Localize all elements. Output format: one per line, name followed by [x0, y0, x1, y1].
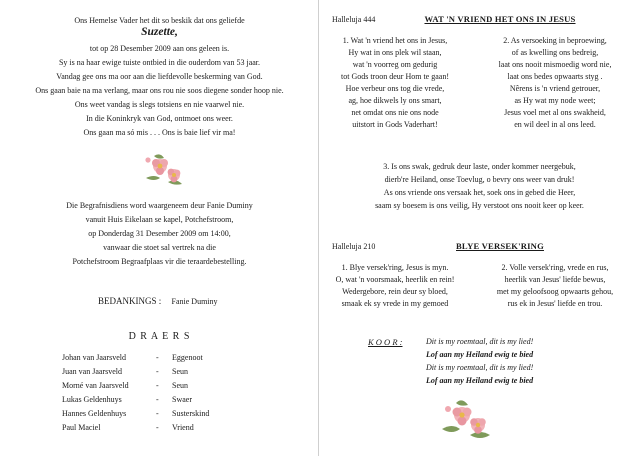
verse-line: heerlik van Jesus' liefde bewus,	[504, 275, 606, 284]
verse-line: laat ons nooit mismoedig word nie,	[498, 60, 612, 69]
bearer-row	[62, 393, 209, 407]
choir-label: K O O R :	[368, 337, 403, 347]
verse-line: of as kwelling ons bedreig,	[511, 48, 599, 57]
bearer-relation: Seun	[172, 367, 188, 376]
verse-line: saam sy boesem is ons veilig, Hy verstoot ons nooit keer op keer.	[375, 201, 584, 210]
verse-line: smaak ek sy vrede in my gemoed	[341, 299, 449, 308]
bearer-name: Lukas Geldenhuys	[62, 395, 122, 404]
bearer-name: Morné van Jaarsveld	[62, 381, 129, 390]
intro-line: Ons Hemelse Vader het dit so beskik dat ons geliefde	[74, 16, 245, 25]
rose-flower-icon	[140, 148, 188, 190]
bearer-name: Paul Maciel	[62, 423, 101, 432]
verse-line: 1. Wat 'n vriend het ons in Jesus,	[342, 36, 448, 45]
verse-line: dierb're Heiland, onse Toevlug, o bevry ons weer van druk!	[384, 175, 575, 184]
bearer-dash: -	[156, 423, 159, 432]
verse-line: net omdat ons nie ons node	[351, 108, 439, 117]
bearer-name: Johan van Jaarsveld	[62, 353, 126, 362]
bearer-name: Hannes Geldenhuys	[62, 409, 127, 418]
bearer-dash: -	[156, 381, 159, 390]
hymn1-number: Halleluja 444	[332, 15, 376, 24]
bearer-dash: -	[156, 367, 159, 376]
bearer-row	[62, 365, 209, 379]
bearer-dash: -	[156, 409, 159, 418]
service-line: op Donderdag 31 Desember 2009 om 14:00,	[88, 229, 231, 238]
verse-line: rus ek in Jesus' liefde en trou.	[507, 299, 603, 308]
death-line: Ons gaan baie na ma verlang, maar ons rou nie soos diegene sonder hoop nie.	[35, 86, 284, 95]
bearers-table	[62, 351, 209, 435]
bearer-relation: Susterskind	[172, 409, 210, 418]
bearer-relation: Vriend	[172, 423, 194, 432]
hymn2-number: Halleluja 210	[332, 242, 376, 251]
death-line: In die Koninkryk van God, ontmoet ons weer.	[86, 114, 233, 123]
death-line: Ons gaan ma só mis . . . Ons is baie lief vir ma!	[83, 128, 236, 137]
thanks-block	[98, 296, 218, 306]
choir-line: Dit is my roemtaal, dit is my lied!	[426, 337, 534, 346]
thanks-name: Fanie Duminy	[171, 297, 218, 306]
choir-line: Lof aan my Heiland ewig te bied	[426, 350, 534, 359]
service-line: Die Begrafnisdiens word waargeneem deur Fanie Duminy	[66, 201, 253, 210]
bearers-title: D R A E R S	[128, 331, 191, 342]
verse-line: 3. Is ons swak, gedruk deur laste, onder kommer neergebuk,	[383, 162, 576, 171]
verse-line: 2. As versoeking in beproewing,	[503, 36, 607, 45]
bearer-relation: Swaer	[172, 395, 192, 404]
bearer-name: Juan van Jaarsveld	[62, 367, 122, 376]
choir-line: Dit is my roemtaal, dit is my lied!	[426, 363, 534, 372]
death-line: Vandag gee ons ma oor aan die liefdevolle beskerming van God.	[56, 72, 263, 81]
verse-line: laat ons bedes opwaarts styg .	[507, 72, 603, 81]
verse-line: Jesus voel met al ons swakheid,	[504, 108, 606, 117]
verse-line: Hy wat in ons plek wil staan,	[348, 48, 442, 57]
service-line: vanuit Huis Eikelaan se kapel, Potchefstroom,	[85, 215, 234, 224]
bearer-relation: Seun	[172, 381, 188, 390]
bearer-row	[62, 351, 209, 365]
hymn2-title: BLYE VERSEK'RING	[456, 241, 544, 251]
death-line: tot op 28 Desember 2009 aan ons geleen is.	[89, 44, 230, 53]
verse-line: en wil deel in al ons leed.	[514, 120, 596, 129]
bearer-dash: -	[156, 353, 159, 362]
bearer-row	[62, 407, 209, 421]
choir-line: Lof aan my Heiland ewig te bied	[426, 376, 534, 385]
bearer-row	[62, 379, 209, 393]
bearer-relation: Eggenoot	[172, 353, 203, 362]
verse-line: ag, hoe dikwels ly ons smart,	[348, 96, 442, 105]
service-line: vanwaar die stoet sal vertrek na die	[103, 243, 216, 252]
verse-line: uitstort in Gods Vaderhart!	[352, 120, 438, 129]
death-line: Ons weet vandag is slegs totsiens en nie vaarwel nie.	[74, 100, 245, 109]
rose-flower-icon	[438, 395, 494, 445]
service-line: Potchefstroom Begraafplaas vir die teraardebestelling.	[72, 257, 247, 266]
hymn1-title: WAT 'N VRIEND HET ONS IN JESUS	[424, 14, 576, 24]
thanks-label: BEDANKINGS :	[98, 296, 162, 306]
right-page	[320, 0, 639, 456]
verse-line: wat 'n voorreg om gedurig	[352, 60, 438, 69]
verse-line: As ons vriende ons versaak het, soek ons in gebed die Heer,	[383, 188, 576, 197]
bearer-dash: -	[156, 395, 159, 404]
verse-line: Hoe verbeur ons tog die vrede,	[345, 84, 445, 93]
death-line: Sy is na haar ewige tuiste ontbied in die ouderdom van 53 jaar.	[58, 58, 261, 67]
verse-line: met my geloofsoog opwaarts gehou,	[496, 287, 614, 296]
verse-line: 1. Blye versek'ring, Jesus is myn.	[341, 263, 449, 272]
verse-line: as Hy wat my node weet;	[514, 96, 596, 105]
deceased-name: Suzette,	[141, 26, 178, 38]
verse-line: O, wat 'n voorsmaak, heerlik en rein!	[335, 275, 455, 284]
verse-line: tot Gods troon deur Hom te gaan!	[341, 72, 449, 81]
verse-line: Nêrens is 'n vriend getrouer,	[509, 84, 601, 93]
left-page	[0, 0, 319, 456]
bearer-row	[62, 421, 209, 435]
verse-line: 2. Volle versek'ring, vrede en rus,	[501, 263, 609, 272]
verse-line: Wedergebore, rein deur sy bloed,	[342, 287, 448, 296]
